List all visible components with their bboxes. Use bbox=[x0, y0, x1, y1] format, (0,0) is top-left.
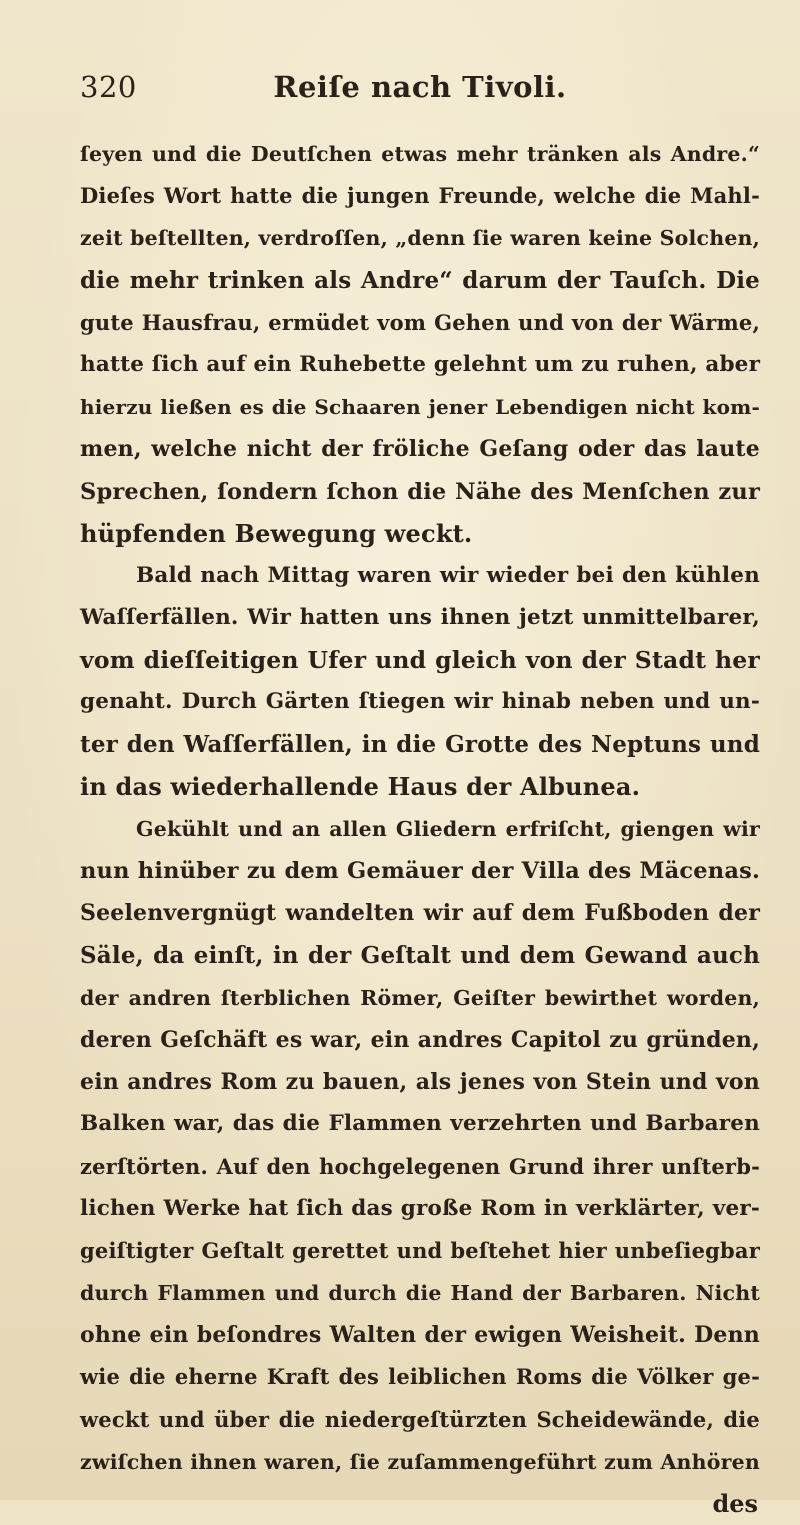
text-line: gute Hausfrau, ermüdet vom Gehen und von der Wärme, bbox=[80, 309, 760, 335]
text-line: deren Geſchäft es war, ein andres Capitol zu gründen, bbox=[80, 1026, 760, 1053]
text-line: Gekühlt und an allen Gliedern erfriſcht, giengen wir bbox=[136, 817, 760, 841]
catchword: des bbox=[712, 1489, 758, 1518]
text-line: weckt und über die niedergeſtürzten Scheidewände, die bbox=[80, 1406, 760, 1432]
running-title: Reiſe nach Tivoli. bbox=[273, 70, 567, 104]
text-line: Bald nach Mittag waren wir wieder bei den kühlen bbox=[136, 562, 760, 588]
text-line: ter den Waſſerfällen, in die Grotte des Neptuns und bbox=[80, 730, 760, 758]
text-line: Waſſerfällen. Wir hatten uns ihnen jetzt unmittelbarer, bbox=[80, 605, 760, 631]
text-line: nun hinüber zu dem Gemäuer der Villa des Mäcenas. bbox=[80, 858, 760, 885]
text-line: zerſtörten. Auf den hochgelegenen Grund ihrer unſterb- bbox=[80, 1153, 760, 1179]
text-line: hatte ſich auf ein Ruhebette gelehnt um zu ruhen, aber bbox=[80, 351, 761, 377]
text-line: Seelenvergnügt wandelten wir auf dem Fußboden der bbox=[80, 900, 760, 927]
text-line: men, welche nicht der fröliche Geſang oder das laute bbox=[80, 436, 760, 463]
text-line: der andren ſterblichen Römer, Geiſter bewirthet worden, bbox=[80, 985, 760, 1010]
text-line: ohne ein beſondres Walten der ewigen Weisheit. Denn bbox=[80, 1322, 760, 1349]
page-header bbox=[80, 70, 760, 114]
text-line: Säle, da einſt, in der Geſtalt und dem Gewand auch bbox=[80, 941, 760, 969]
text-line: ein andres Rom zu bauen, als jenes von Stein und von bbox=[80, 1069, 760, 1096]
text-line: lichen Werke hat ſich das große Rom in verklärter, ver- bbox=[80, 1195, 760, 1221]
text-line: in das wiederhallende Haus der Albunea. bbox=[80, 771, 641, 801]
text-line: Balken war, das die Flammen verzehrten und Barbaren bbox=[80, 1111, 760, 1137]
body-text bbox=[80, 133, 760, 1525]
text-line: wie die eherne Kraft des leiblichen Roms die Völker ge- bbox=[80, 1364, 760, 1390]
text-line: zwiſchen ihnen waren, ſie zuſammengeführt zum Anhören bbox=[80, 1449, 760, 1474]
text-line: Sprechen, ſondern ſchon die Nähe des Menſchen zur bbox=[80, 478, 760, 505]
text-line: durch Flammen und durch die Hand der Barbaren. Nicht bbox=[80, 1281, 760, 1306]
text-line: hüpfenden Bewegung weckt. bbox=[80, 518, 473, 548]
text-line: ſeyen und die Deutſchen etwas mehr tränken als Andre.“ bbox=[80, 142, 760, 166]
text-line: hierzu ließen es die Schaaren jener Lebendigen nicht kom- bbox=[80, 395, 760, 420]
text-line: geiſtigter Geſtalt gerettet und beſtehet hier unbeſiegbar bbox=[80, 1237, 760, 1263]
page-number: 320 bbox=[80, 70, 137, 104]
text-line: zeit beſtellten, verdroſſen, „denn ſie waren keine Solchen, bbox=[80, 226, 760, 251]
text-line: genaht. Durch Gärten ſtiegen wir hinab neben und un- bbox=[80, 689, 760, 715]
text-line: Dieſes Wort hatte die jungen Freunde, welche die Mahl- bbox=[80, 183, 760, 209]
text-line: die mehr trinken als Andre“ darum der Tauſch. Die bbox=[80, 266, 760, 294]
text-line: vom dieſſeitigen Ufer und gleich von der Stadt her bbox=[80, 646, 760, 675]
